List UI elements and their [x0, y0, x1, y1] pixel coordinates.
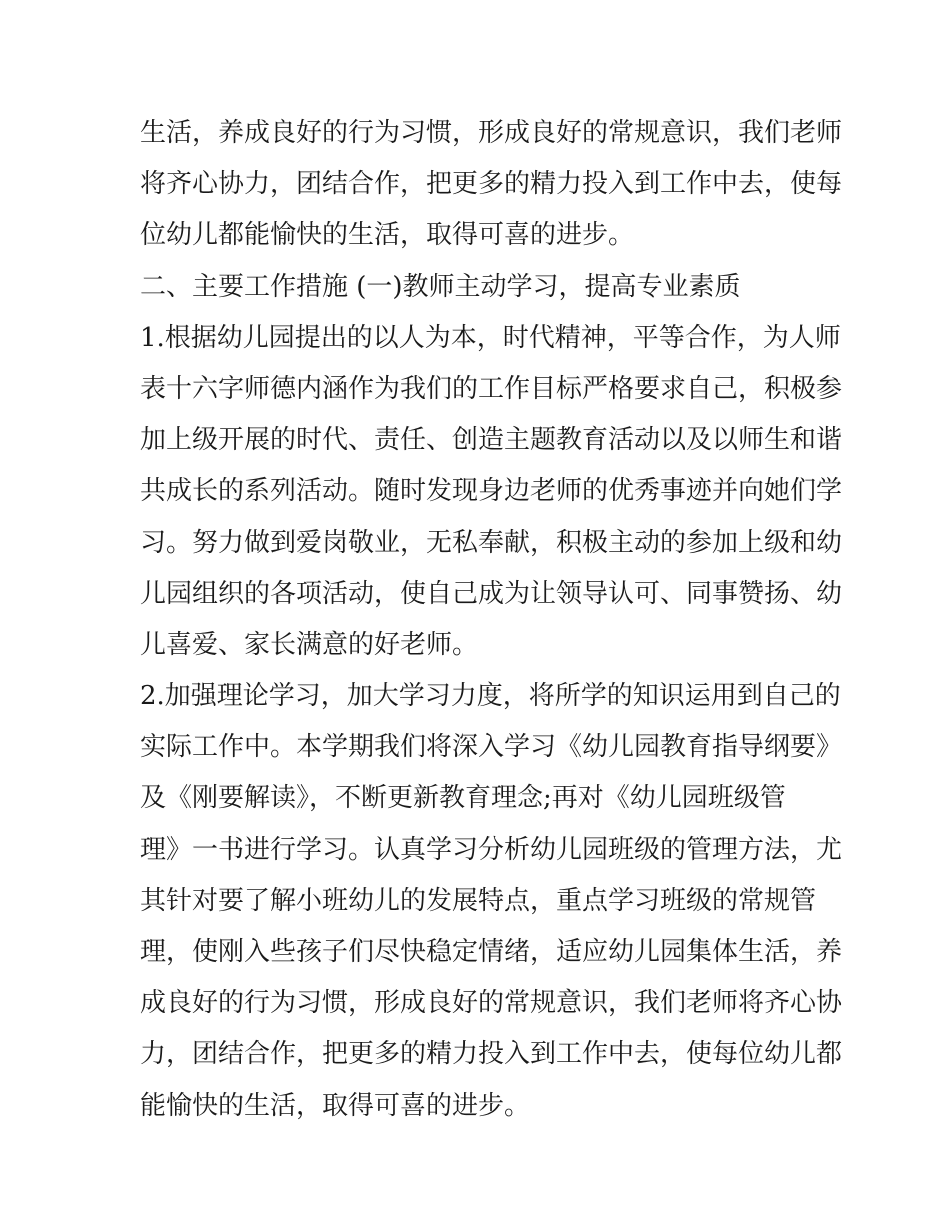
text-line: 及《刚要解读》，不断更新教育理念;再对《幼儿园班级管	[140, 783, 786, 814]
text-line: 成良好的行为习惯，形成良好的常规意识，我们老师将齐心协	[140, 988, 843, 1019]
text-line: 能愉快的生活，取得可喜的进步。	[140, 1090, 531, 1121]
text-line: 将齐心协力，团结合作，把更多的精力投入到工作中去，使每	[140, 169, 843, 200]
text-line: 儿园组织的各项活动，使自己成为让领导认可、同事赞扬、幼	[140, 578, 843, 609]
text-line: 表十六字师德内涵作为我们的工作目标严格要求自己，积极参	[140, 373, 843, 404]
text-line: 儿喜爱、家长满意的好老师。	[140, 629, 479, 660]
text-line: 加上级开展的时代、责任、创造主题教育活动以及以师生和谐	[140, 425, 843, 456]
text-line: 理》一书进行学习。认真学习分析幼儿园班级的管理方法，尤	[140, 834, 843, 865]
text-line: 力，团结合作，把更多的精力投入到工作中去，使每位幼儿都	[140, 1039, 843, 1070]
text-line: 位幼儿都能愉快的生活，取得可喜的进步。	[140, 220, 635, 251]
text-line: 实际工作中。本学期我们将深入学习《幼儿园教育指导纲要》	[140, 732, 843, 763]
text-line: 共成长的系列活动。随时发现身边老师的优秀事迹并向她们学	[140, 476, 843, 507]
text-line: 其针对要了解小班幼儿的发展特点，重点学习班级的常规管	[140, 885, 817, 916]
document-body	[140, 108, 843, 1132]
text-line: 习。努力做到爱岗敬业，无私奉献，积极主动的参加上级和幼	[140, 527, 843, 558]
text-line: 理，使刚入些孩子们尽快稳定情绪，适应幼儿园集体生活，养	[140, 937, 843, 967]
section-heading: 二、主要工作措施 (一)教师主动学习，提高专业素质	[140, 271, 741, 302]
text-line: 2.加强理论学习，加大学习力度，将所学的知识运用到自己的	[140, 681, 841, 712]
text-line: 1.根据幼儿园提出的以人为本，时代精神，平等合作，为人师	[140, 322, 841, 353]
text-line: 生活，养成良好的行为习惯，形成良好的常规意识，我们老师	[140, 118, 843, 148]
